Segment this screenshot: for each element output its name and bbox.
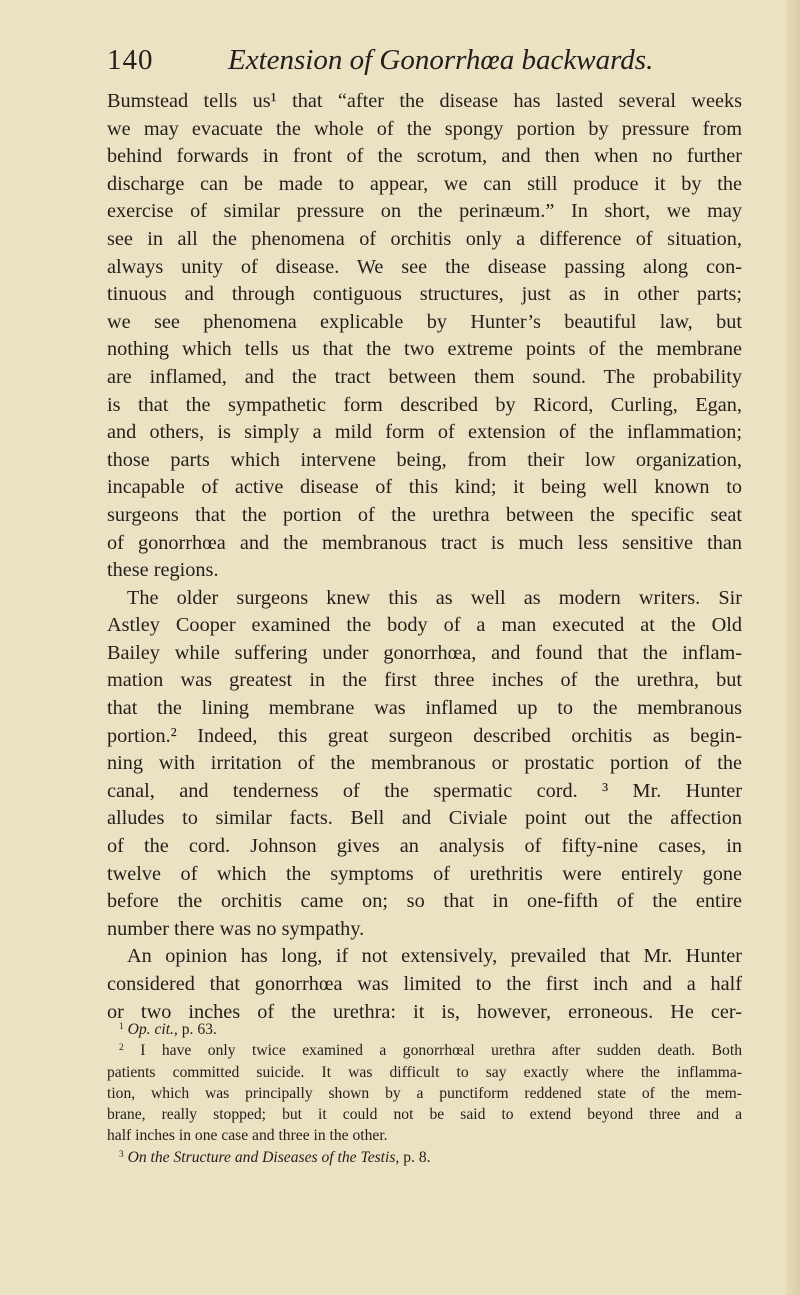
- footnote-line: [107, 1083, 742, 1104]
- footnote-text: half inches in one case and three in the other.: [107, 1127, 388, 1145]
- text-line: portion.² Indeed, this great surgeon described orchitis as begin-: [107, 724, 742, 747]
- text-line: we may evacuate the whole of the spongy portion by pressure from: [107, 117, 742, 140]
- footnote-text: I have only twice examined a gonorrhœal urethra after sudden death. Both: [140, 1042, 742, 1060]
- text-line: behind forwards in front of the scrotum, and then when no further: [107, 145, 742, 168]
- text-line: The older surgeons knew this as well as modern writers. Sir: [127, 586, 742, 609]
- footnote-line: [107, 1104, 742, 1125]
- text-line: always unity of disease. We see the disease passing along con-: [107, 255, 742, 278]
- text-line: of the cord. Johnson gives an analysis of fifty-nine cases, in: [107, 835, 742, 858]
- text-line: those parts which intervene being, from their low organization,: [107, 448, 742, 471]
- text-line: that the lining membrane was inflamed up to the membranous: [107, 697, 742, 720]
- text-line: canal, and tenderness of the spermatic cord. ³ Mr. Hunter: [107, 779, 742, 802]
- text-line: tinuous and through contiguous structures, just as in other parts;: [107, 283, 742, 306]
- footnote-line: [107, 1125, 742, 1146]
- text-line: Bumstead tells us¹ that “after the disease has lasted several weeks: [107, 90, 742, 112]
- footnote-text: brane, really stopped; but it could not be said to extend beyond three and a: [107, 1106, 742, 1124]
- page-edge-shadow: [786, 0, 800, 1295]
- text-line: Bailey while suffering under gonorrhœa, and found that the inflam-: [107, 641, 742, 664]
- running-title: Extension of Gonorrhœa backwards.: [228, 44, 654, 76]
- text-line: ning with irritation of the membranous or prostatic portion of the: [107, 752, 742, 775]
- text-line: see in all the phenomena of orchitis only a difference of situation,: [107, 227, 742, 250]
- footnote-marker: 2: [119, 1043, 124, 1054]
- footnote-line: [107, 1040, 742, 1061]
- text-line: are inflamed, and the tract between them sound. The probability: [107, 365, 742, 388]
- footnote-marker: 1: [119, 1021, 124, 1032]
- text-line: mation was greatest in the first three inches of the urethra, but: [107, 669, 742, 692]
- footnote-line: [107, 1062, 742, 1083]
- text-line: number there was no sympathy.: [107, 917, 365, 940]
- text-line: exercise of similar pressure on the perinæum.” In short, we may: [107, 200, 742, 223]
- text-line: An opinion has long, if not extensively, prevailed that Mr. Hunter: [127, 945, 742, 968]
- body-text: [107, 88, 742, 1026]
- footnote-text: tion, which was principally shown by a punctiform reddened state of the mem-: [107, 1084, 742, 1102]
- running-header: [107, 44, 747, 84]
- citation-page: p. 63.: [177, 1021, 217, 1038]
- footnotes: [107, 1019, 742, 1168]
- citation-title: Op. cit.,: [127, 1021, 178, 1038]
- text-line: incapable of active disease of this kind; it being well known to: [107, 476, 742, 499]
- footnote-marker: 3: [119, 1149, 124, 1160]
- text-line: surgeons that the portion of the urethra between the specific seat: [107, 503, 742, 526]
- text-line: of gonorrhœa and the membranous tract is much less sensitive than: [107, 531, 742, 554]
- footnote: [107, 1147, 742, 1168]
- text-line: we see phenomena explicable by Hunter’s beautiful law, but: [107, 310, 742, 333]
- paragraph: [107, 943, 742, 1026]
- footnote: [107, 1019, 742, 1040]
- text-line: alludes to similar facts. Bell and Civiale point out the affection: [107, 807, 742, 830]
- text-line: discharge can be made to appear, we can still produce it by the: [107, 172, 742, 195]
- footnote-text: patients committed suicide. It was difficult to say exactly where the inflamma-: [107, 1063, 742, 1081]
- text-line: before the orchitis came on; so that in one-fifth of the entire: [107, 890, 742, 913]
- footnote-line: [107, 1019, 742, 1040]
- text-line: Astley Cooper examined the body of a man executed at the Old: [107, 614, 742, 637]
- page-number: 140: [107, 44, 154, 76]
- text-line: is that the sympathetic form described by Ricord, Curling, Egan,: [107, 393, 742, 416]
- text-line: considered that gonorrhœa was limited to the first inch and a half: [107, 973, 742, 995]
- citation-page: p. 8.: [399, 1148, 431, 1166]
- footnote: [107, 1040, 742, 1146]
- text-line: or two inches of the urethra: it is, however, erroneous. He cer-: [107, 1000, 742, 1023]
- text-line: and others, is simply a mild form of extension of the inflammation;: [107, 421, 742, 444]
- text-line: nothing which tells us that the two extreme points of the membrane: [107, 338, 742, 361]
- footnote-line: [107, 1147, 742, 1168]
- citation-title: On the Structure and Diseases of the Testis,: [127, 1148, 400, 1166]
- text-line: twelve of which the symptoms of urethritis were entirely gone: [107, 862, 742, 885]
- paragraph: [107, 585, 742, 944]
- text-line: these regions.: [107, 559, 219, 582]
- paragraph: [107, 88, 742, 585]
